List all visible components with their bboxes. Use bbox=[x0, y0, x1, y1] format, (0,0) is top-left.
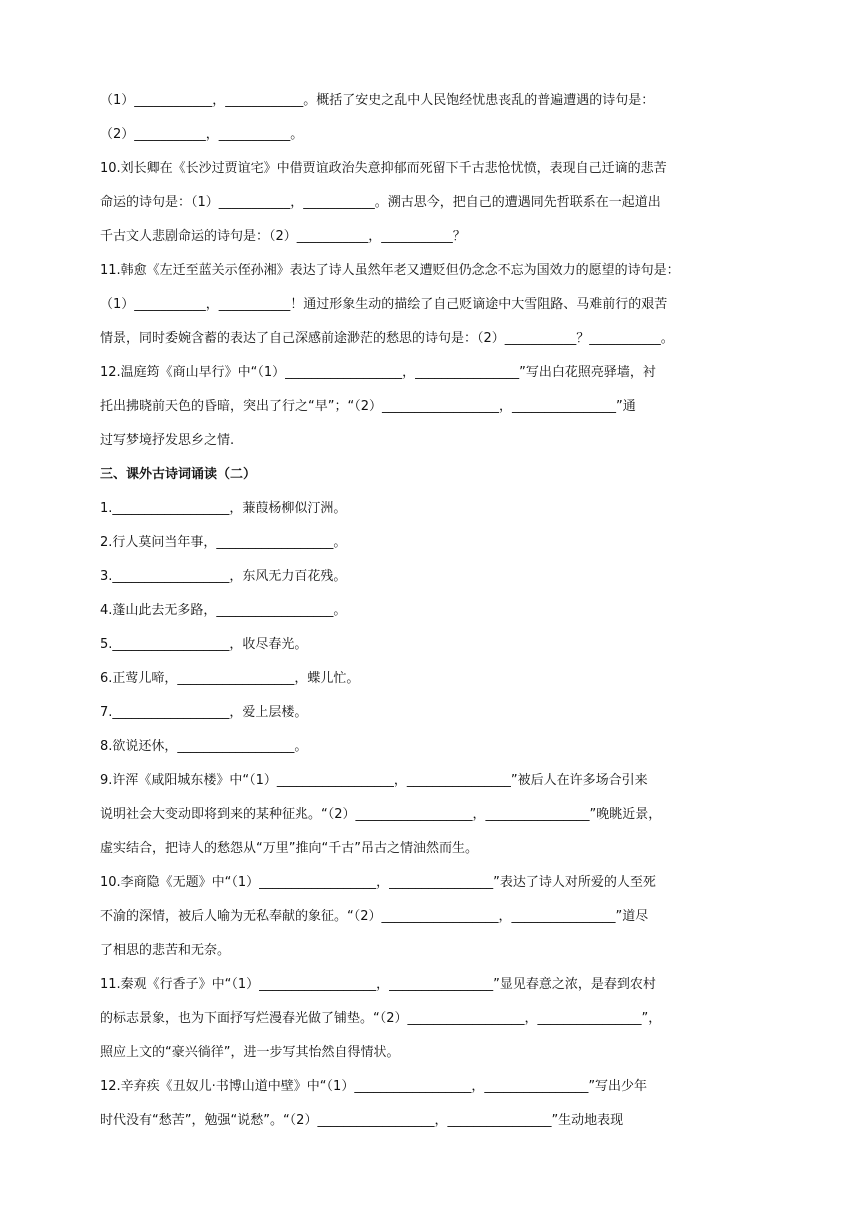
text-line: 命运的诗句是：（1）___________，___________。溯古思今，把自己的遭遇同先哲联系在一起道出 bbox=[100, 195, 661, 210]
text-line: 情景，同时委婉含蓄的表达了自己深感前途渺茫的愁思的诗句是：（2）___________？___________。 bbox=[100, 331, 674, 346]
text-line: 过写梦境抒发思乡之情. bbox=[100, 433, 235, 448]
question-6: 6.正莺儿啼，__________________，蝶儿忙。 bbox=[100, 671, 360, 686]
question-12: 12.温庭筠《商山早行》中“（1）__________________，________________”写出白花照亮驿墙，衬 bbox=[100, 365, 656, 380]
question-2: 2.行人莫问当年事，__________________。 bbox=[100, 535, 347, 550]
text-line: （1）___________，___________！通过形象生动的描绘了自己贬谪途中大雪阻路、马难前行的艰苦 bbox=[100, 297, 668, 312]
text-line: 时代没有“愁苦”，勉强“说愁”。“（2）__________________，________________”生动地表现 bbox=[100, 1113, 624, 1128]
text-line: （1）____________，____________。概括了安史之乱中人民饱经忧患丧乱的普遍遭遇的诗句是： bbox=[100, 93, 655, 108]
question-7: 7.__________________，爱上层楼。 bbox=[100, 705, 308, 720]
question-10: 10.刘长卿在《长沙过贾谊宅》中借贾谊政治失意抑郁而死留下千古悲怆忧愤，表现自己迁谪的悲苦 bbox=[100, 161, 667, 176]
question-3: 3.__________________，东风无力百花残。 bbox=[100, 569, 347, 584]
text-line: 照应上文的“豪兴徜徉”，进一步写其怡然自得情状。 bbox=[100, 1045, 400, 1060]
document-page bbox=[100, 84, 765, 1138]
question-1: 1.__________________，蒹葭杨柳似汀洲。 bbox=[100, 501, 347, 516]
text-line: 说明社会大变动即将到来的某种征兆。“（2）__________________，________________”晚眺近景， bbox=[100, 807, 662, 822]
text-line: 不渝的深情，被后人喻为无私奉献的象征。“（2）__________________，________________”道尽 bbox=[100, 909, 649, 924]
question-5: 5.__________________，收尽春光。 bbox=[100, 637, 308, 652]
text-line: 千古文人悲剧命运的诗句是：（2）___________，___________？ bbox=[100, 229, 466, 244]
question-12b: 12.辛弃疾《丑奴儿·书博山道中壁》中“（1）__________________，________________”写出少年 bbox=[100, 1079, 648, 1094]
section-heading: 三、课外古诗词诵读（二） bbox=[100, 467, 257, 482]
question-9: 9.许浑《咸阳城东楼》中“（1）__________________，________________”被后人在许多场合引来 bbox=[100, 773, 648, 788]
text-line: 的标志景象，也为下面抒写烂漫春光做了铺垫。“（2）__________________，________________”， bbox=[100, 1011, 662, 1026]
text-line: 托出拂晓前天色的昏暗，突出了行之“早”；“（2）__________________，________________”通 bbox=[100, 399, 636, 414]
text-line: 了相思的悲苦和无奈。 bbox=[100, 943, 231, 958]
question-8: 8.欲说还休，__________________。 bbox=[100, 739, 308, 754]
text-line: 虚实结合，把诗人的愁怨从“万里”推向“千古”吊古之情油然而生。 bbox=[100, 841, 478, 856]
question-10b: 10.李商隐《无题》中“（1）__________________，________________”表达了诗人对所爱的人至死 bbox=[100, 875, 656, 890]
question-4: 4.蓬山此去无多路，__________________。 bbox=[100, 603, 347, 618]
question-11: 11.韩愈《左迁至蓝关示侄孙湘》表达了诗人虽然年老又遭贬但仍念念不忘为国效力的愿望的诗句是： bbox=[100, 263, 680, 278]
text-line: （2）___________，___________。 bbox=[100, 127, 304, 142]
question-11b: 11.秦观《行香子》中“（1）__________________，________________”显见春意之浓，是春到农村 bbox=[100, 977, 656, 992]
